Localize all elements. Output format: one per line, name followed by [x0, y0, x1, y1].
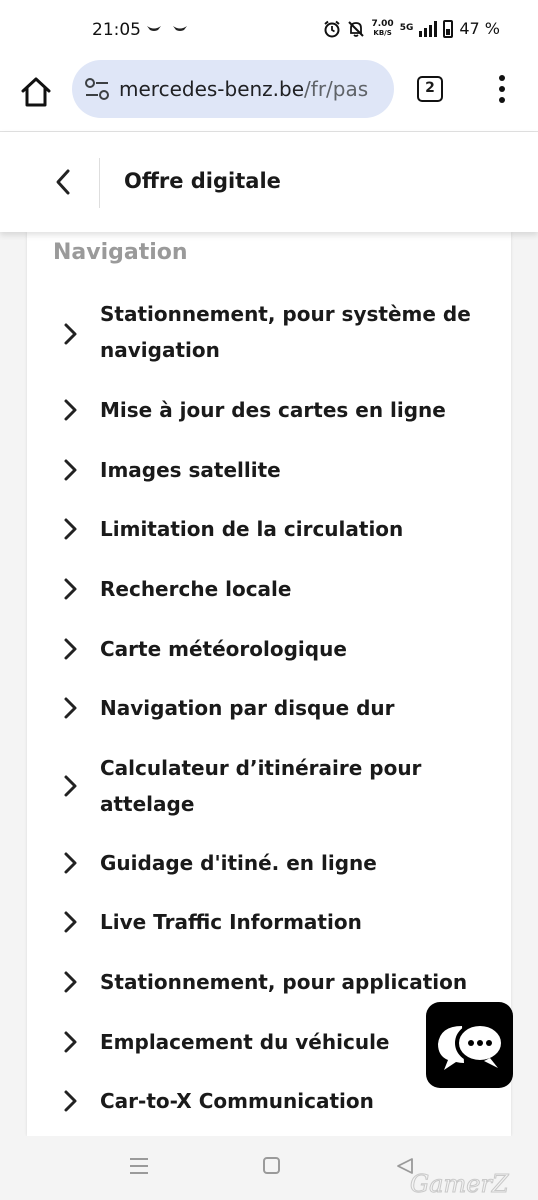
- list-item-label: Calculateur d’itinéraire pour attelage: [100, 756, 422, 816]
- chat-button[interactable]: [426, 1002, 513, 1088]
- list-item[interactable]: [27, 631, 511, 671]
- battery-icon: [443, 20, 453, 38]
- list-item[interactable]: [27, 571, 511, 611]
- list-item[interactable]: [27, 511, 511, 551]
- chevron-right-icon: [61, 910, 79, 934]
- net-speed: [371, 20, 393, 38]
- home-icon[interactable]: [18, 74, 54, 110]
- chevron-right-icon: [61, 851, 79, 875]
- mute-bell-icon: [347, 20, 365, 38]
- net-speed-value: 7.00: [371, 18, 394, 29]
- url-path: /fr/pas: [304, 77, 369, 101]
- chevron-right-icon: [61, 1030, 79, 1054]
- section-title: Navigation: [53, 240, 188, 265]
- status-time: 21:05: [92, 20, 141, 40]
- list-item-label: Images satellite: [100, 458, 281, 482]
- chat-bubbles-icon: [426, 1002, 513, 1088]
- list-item-label: Limitation de la circulation: [100, 517, 404, 541]
- url-text[interactable]: [119, 77, 389, 101]
- url-domain: mercedes-benz.be: [119, 77, 305, 101]
- chevron-right-icon: [61, 322, 79, 346]
- list-item[interactable]: [27, 690, 511, 730]
- list-item-label: Stationnement, pour application: [100, 970, 468, 994]
- alarm-icon: [323, 20, 341, 38]
- chevron-right-icon: [61, 577, 79, 601]
- more-vert-icon[interactable]: [490, 72, 514, 108]
- list-item[interactable]: [27, 750, 511, 830]
- chevron-right-icon: [61, 517, 79, 541]
- battery-level: 47 %: [459, 19, 500, 38]
- chevron-right-icon: [61, 970, 79, 994]
- browser-toolbar: [0, 60, 538, 132]
- page-title: Offre digitale: [124, 169, 281, 193]
- chevron-right-icon: [61, 774, 79, 798]
- list-item-label: Guidage d'itiné. en ligne: [100, 851, 377, 875]
- chevron-right-icon: [61, 398, 79, 422]
- chevron-left-icon[interactable]: [50, 166, 76, 198]
- header-divider: [99, 158, 100, 208]
- tab-switcher-icon[interactable]: 2: [417, 76, 443, 102]
- page-header: [0, 132, 538, 232]
- nav-home-icon[interactable]: [263, 1157, 280, 1174]
- status-bar: [0, 0, 538, 60]
- chevron-right-icon: [61, 458, 79, 482]
- list-item-label: Emplacement du véhicule: [100, 1030, 390, 1054]
- list-item-label: Car-to-X Communication: [100, 1089, 374, 1113]
- chevron-right-icon: [61, 696, 79, 720]
- list-item[interactable]: [27, 904, 511, 944]
- signal-icon: [419, 21, 437, 37]
- navigation-card: [27, 232, 511, 1136]
- list-item[interactable]: [27, 1083, 511, 1123]
- recent-apps-icon[interactable]: [129, 1156, 149, 1176]
- tune-icon[interactable]: [84, 77, 110, 101]
- notification-bird-icon: [146, 22, 192, 34]
- net-speed-unit: KB/S: [373, 28, 392, 37]
- notification-icons: [146, 22, 192, 38]
- list-item[interactable]: [27, 845, 511, 885]
- list-item[interactable]: [27, 294, 511, 374]
- chevron-right-icon: [61, 1089, 79, 1113]
- chevron-right-icon: [61, 637, 79, 661]
- list-item[interactable]: [27, 964, 511, 1004]
- list-item-label: Live Traffic Information: [100, 910, 362, 934]
- list-item[interactable]: [27, 392, 511, 432]
- list-item-label: Navigation par disque dur: [100, 696, 395, 720]
- network-type: 5G: [399, 23, 414, 33]
- list-item[interactable]: [27, 452, 511, 492]
- watermark: GamerZ: [410, 1170, 509, 1198]
- list-item-label: Recherche locale: [100, 577, 292, 601]
- list-item-label: Carte météorologique: [100, 637, 347, 661]
- list-item-label: Stationnement, pour système de navigation: [100, 302, 471, 362]
- status-right-group: [323, 19, 500, 38]
- address-bar[interactable]: [72, 60, 394, 118]
- list-item-label: Mise à jour des cartes en ligne: [100, 398, 446, 422]
